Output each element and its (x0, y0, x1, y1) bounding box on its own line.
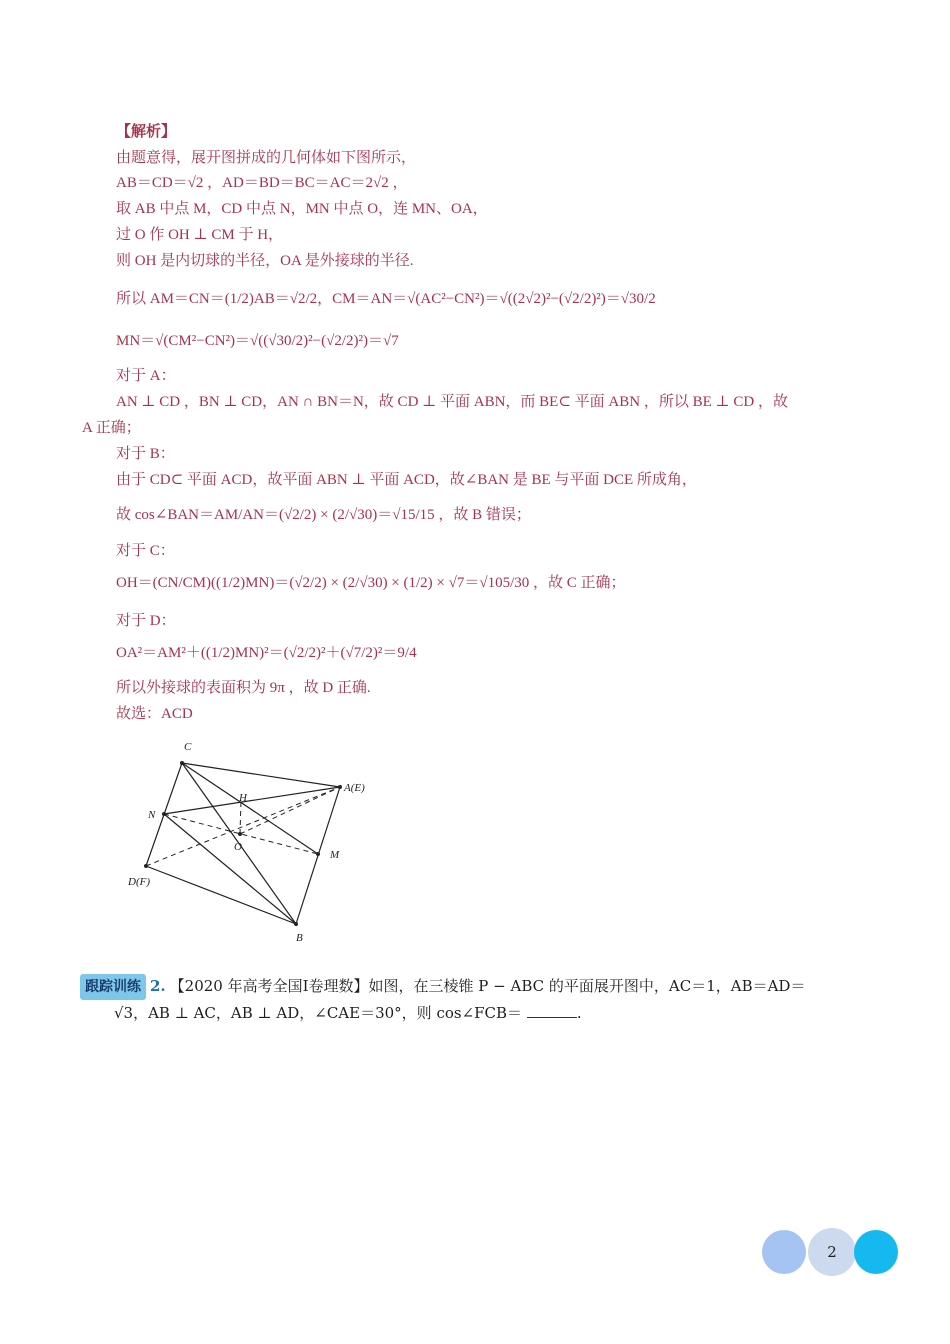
problem-text: 【2020 年高考全国Ⅰ卷理数】如图，在三棱锥 P − ABC 的平面展开图中，AC＝1，AB＝AD＝ (169, 977, 806, 995)
tetrahedron-diagram (118, 740, 388, 950)
point-o (238, 832, 242, 836)
solution-line: AB＝CD＝√2 ，AD＝BD＝BC＝AC＝2√2 ， (116, 175, 408, 191)
solution-formula: OA²＝AM²＋((1/2)MN)²＝(√2/2)²＋(√7/2)²＝9/4 (116, 645, 417, 661)
segment-oh (240, 800, 241, 834)
edge-bd (146, 866, 296, 924)
label-c: C (184, 741, 192, 753)
solution-formula: OH＝(CN/CM)((1/2)MN)＝(√2/2) × (2/√30) × (1/2) × √7＝√105/30 ，故 C 正确； (116, 575, 626, 591)
point-b (294, 922, 298, 926)
point-n (162, 812, 166, 816)
solution-line: 则 OH 是内切球的半径，OA 是外接球的半径. (116, 253, 414, 269)
label-b: B (296, 932, 303, 944)
solution-line: 对于 B： (116, 446, 175, 462)
solution-line: 由于 CD⊂ 平面 ACD，故平面 ABN ⊥ 平面 ACD，故∠BAN 是 BE 与平面 DCE 所成角， (116, 472, 697, 488)
solution-line: 过 O 作 OH ⊥ CM 于 H， (116, 227, 284, 243)
label-m: M (330, 849, 340, 861)
point-m (316, 852, 320, 856)
follow-up-line-2 (80, 1000, 880, 1026)
pager-circle-right (854, 1230, 898, 1274)
solution-line: 由题意得，展开图拼成的几何体如下图所示， (116, 148, 417, 166)
solution-line: 对于 A： (116, 368, 176, 384)
point-d (144, 864, 148, 868)
follow-up-badge: 跟踪训练 (80, 974, 146, 1000)
solution-line: 所以外接球的表面积为 9π ，故 D 正确. (116, 680, 371, 696)
solution-formula: MN＝√(CM²−CN²)＝√((√30/2)²−(√2/2)²)＝√7 (116, 333, 399, 349)
follow-up-line-1 (80, 973, 880, 1000)
solution-formula: 所以 AM＝CN＝(1/2)AB＝√2/2，CM＝AN＝√(AC²−CN²)＝√((2√2)²−(√2/2)²)＝√30/2 (116, 291, 656, 307)
solution-heading: 【解析】 (116, 122, 177, 140)
label-d: D(F) (128, 876, 150, 888)
point-a (338, 785, 342, 789)
page-indicator (762, 1228, 902, 1278)
problem-text-cont: √3，AB ⊥ AC，AB ⊥ AD，∠CAE＝30°，则 cos∠FCB＝ (114, 1004, 523, 1022)
solution-line: 对于 C： (116, 543, 175, 559)
problem-text-end: . (576, 1004, 582, 1022)
solution-line: 故选：ACD (116, 706, 193, 722)
label-n: N (148, 809, 156, 821)
solution-line: 取 AB 中点 M，CD 中点 N，MN 中点 O，连 MN、OA， (116, 201, 488, 217)
pager-circle-left (762, 1230, 806, 1274)
edge-ca (182, 763, 340, 787)
label-a: A(E) (344, 782, 365, 794)
follow-up-problem (80, 973, 880, 1026)
solution-line: A 正确； (82, 420, 141, 436)
solution-line: 对于 D： (116, 613, 176, 629)
label-h: H (239, 792, 247, 804)
page-number: 2 (827, 1243, 837, 1261)
solution-formula: 故 cos∠BAN＝AM/AN＝(√2/2) × (2/√30)＝√15/15 ，故 B 错误； (116, 507, 531, 523)
problem-number: 2. (150, 977, 166, 995)
solution-line: AN ⊥ CD ，BN ⊥ CD，AN ∩ BN＝N，故 CD ⊥ 平面 ABN，而 BE⊂ 平面 ABN ，所以 BE ⊥ CD ，故 (116, 394, 788, 410)
point-c (180, 761, 184, 765)
answer-blank[interactable] (527, 1003, 577, 1018)
label-o: O (234, 841, 242, 853)
segment-oa (240, 787, 340, 834)
